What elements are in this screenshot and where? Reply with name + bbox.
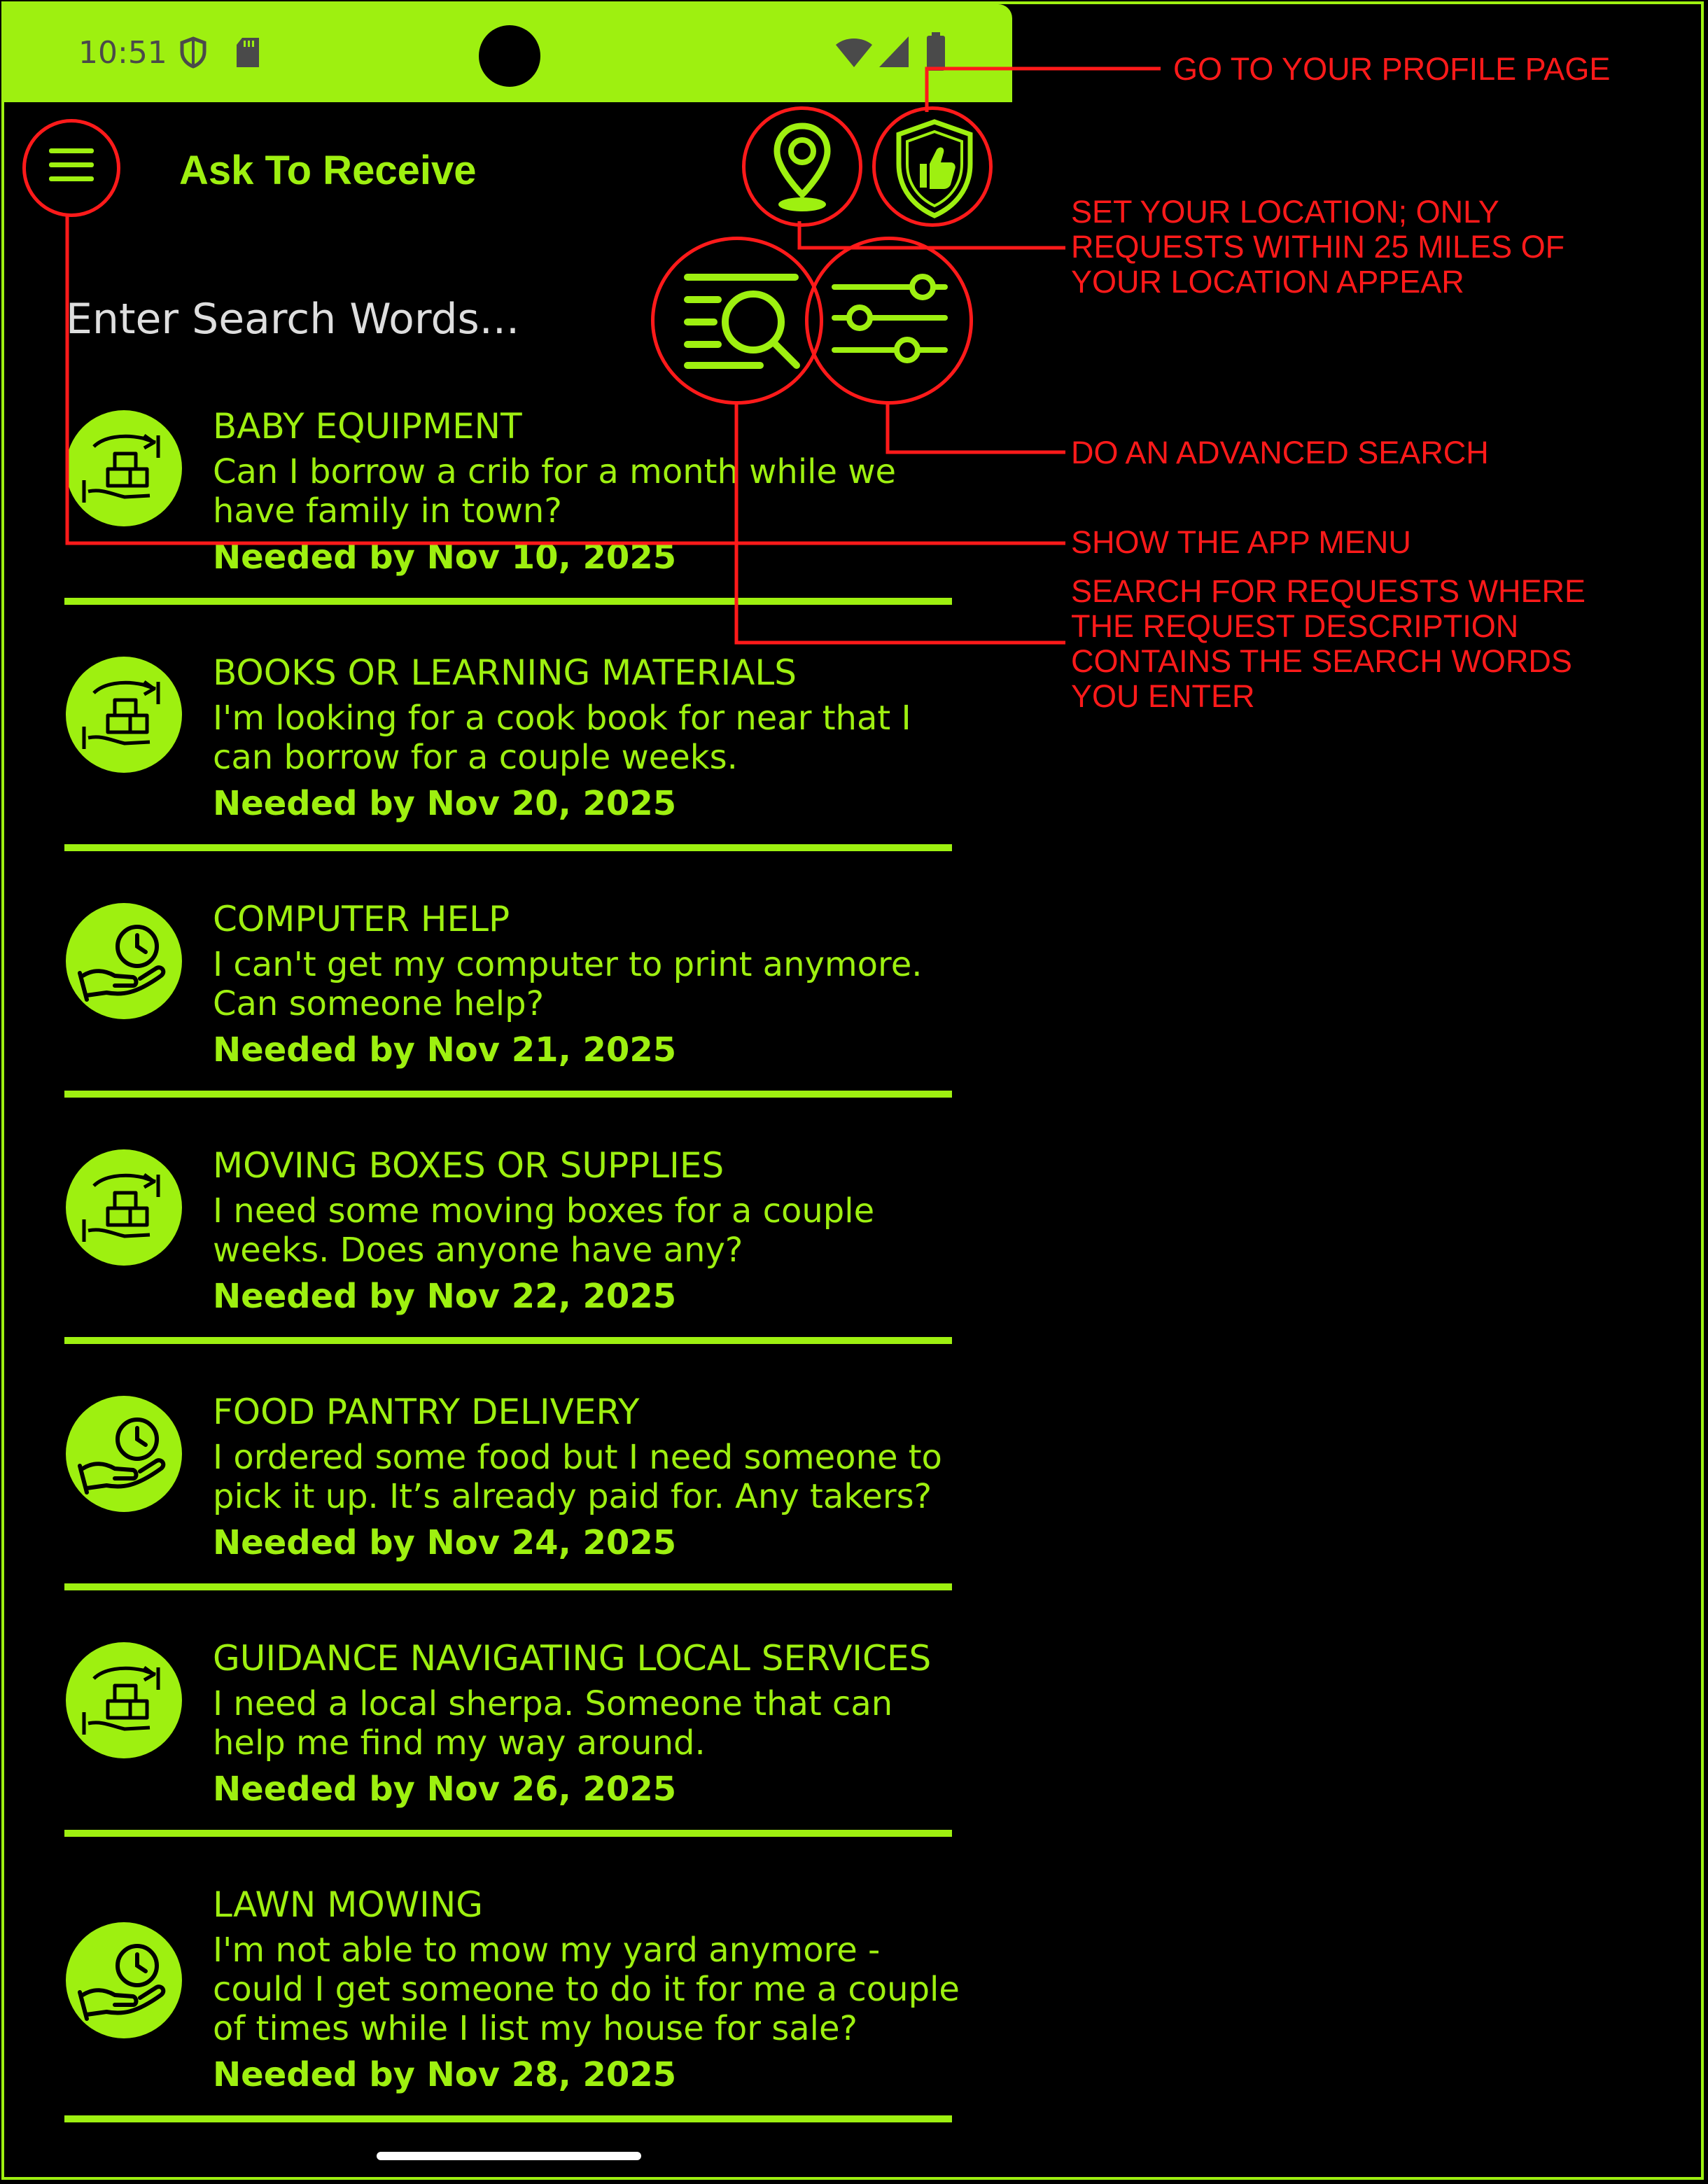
location-annotation-line: SET YOUR LOCATION; ONLY: [1071, 194, 1499, 230]
request-category: BABY EQUIPMENT: [213, 406, 522, 447]
app-title: Ask To Receive: [179, 148, 477, 193]
request-category: MOVING BOXES OR SUPPLIES: [213, 1145, 724, 1186]
text-search-annotation-line: THE REQUEST DESCRIPTION: [1071, 608, 1519, 644]
request-description: I need a local sherpa. Someone that can help me find my way around.: [213, 1684, 893, 1763]
request-description: I'm not able to mow my yard anymore - could I get someone to do it for me a couple of times while I list my house for sale?: [213, 1931, 960, 2048]
request-description: Can I borrow a crib for a month while we have family in town?: [213, 452, 897, 531]
request-due-date: Needed by Nov 21, 2025: [213, 1030, 677, 1070]
menu-annotation: SHOW THE APP MENU: [1071, 524, 1411, 560]
text-search-highlight-circle: [651, 237, 823, 405]
search-callout-line: [736, 403, 1065, 643]
advanced-search-highlight-circle: [805, 237, 973, 405]
text-search-annotation-line: YOU ENTER: [1071, 678, 1255, 714]
profile-annotation: GO TO YOUR PROFILE PAGE: [1173, 51, 1611, 87]
request-description: I'm looking for a cook book for near that I can borrow for a couple weeks.: [213, 699, 911, 777]
text-search-annotation-line: SEARCH FOR REQUESTS WHERE: [1071, 573, 1586, 609]
request-due-date: Needed by Nov 20, 2025: [213, 784, 677, 823]
request-description: I need some moving boxes for a couple weeks. Does anyone have any?: [213, 1191, 875, 1270]
advanced-callout-line: [888, 403, 1065, 452]
location-annotation-line: YOUR LOCATION APPEAR: [1071, 264, 1464, 300]
profile-highlight-circle: [872, 106, 993, 227]
request-category: GUIDANCE NAVIGATING LOCAL SERVICES: [213, 1638, 932, 1679]
status-time: 10:51: [78, 35, 167, 71]
request-due-date: Needed by Nov 24, 2025: [213, 1523, 677, 1562]
request-description: I ordered some food but I need someone to pick it up. It’s already paid for. Any takers?: [213, 1438, 942, 1516]
location-annotation-line: REQUESTS WITHIN 25 MILES OF: [1071, 229, 1565, 265]
request-category: FOOD PANTRY DELIVERY: [213, 1392, 640, 1432]
request-category: COMPUTER HELP: [213, 899, 510, 939]
request-category: BOOKS OR LEARNING MATERIALS: [213, 652, 797, 693]
text-search-annotation-line: CONTAINS THE SEARCH WORDS: [1071, 643, 1572, 679]
request-due-date: Needed by Nov 22, 2025: [213, 1277, 677, 1316]
request-due-date: Needed by Nov 10, 2025: [213, 538, 677, 577]
request-category: LAWN MOWING: [213, 1884, 484, 1925]
profile-callout-line: [927, 69, 1161, 112]
request-description: I can't get my computer to print anymore. Can someone help?: [213, 945, 923, 1023]
request-due-date: Needed by Nov 28, 2025: [213, 2055, 677, 2094]
text-search-annotation: [1071, 574, 1586, 714]
location-highlight-circle: [742, 106, 862, 227]
location-annotation: [1071, 195, 1564, 300]
advanced-search-annotation: DO AN ADVANCED SEARCH: [1071, 435, 1489, 470]
request-due-date: Needed by Nov 26, 2025: [213, 1770, 677, 1809]
menu-highlight-circle: [22, 119, 120, 217]
